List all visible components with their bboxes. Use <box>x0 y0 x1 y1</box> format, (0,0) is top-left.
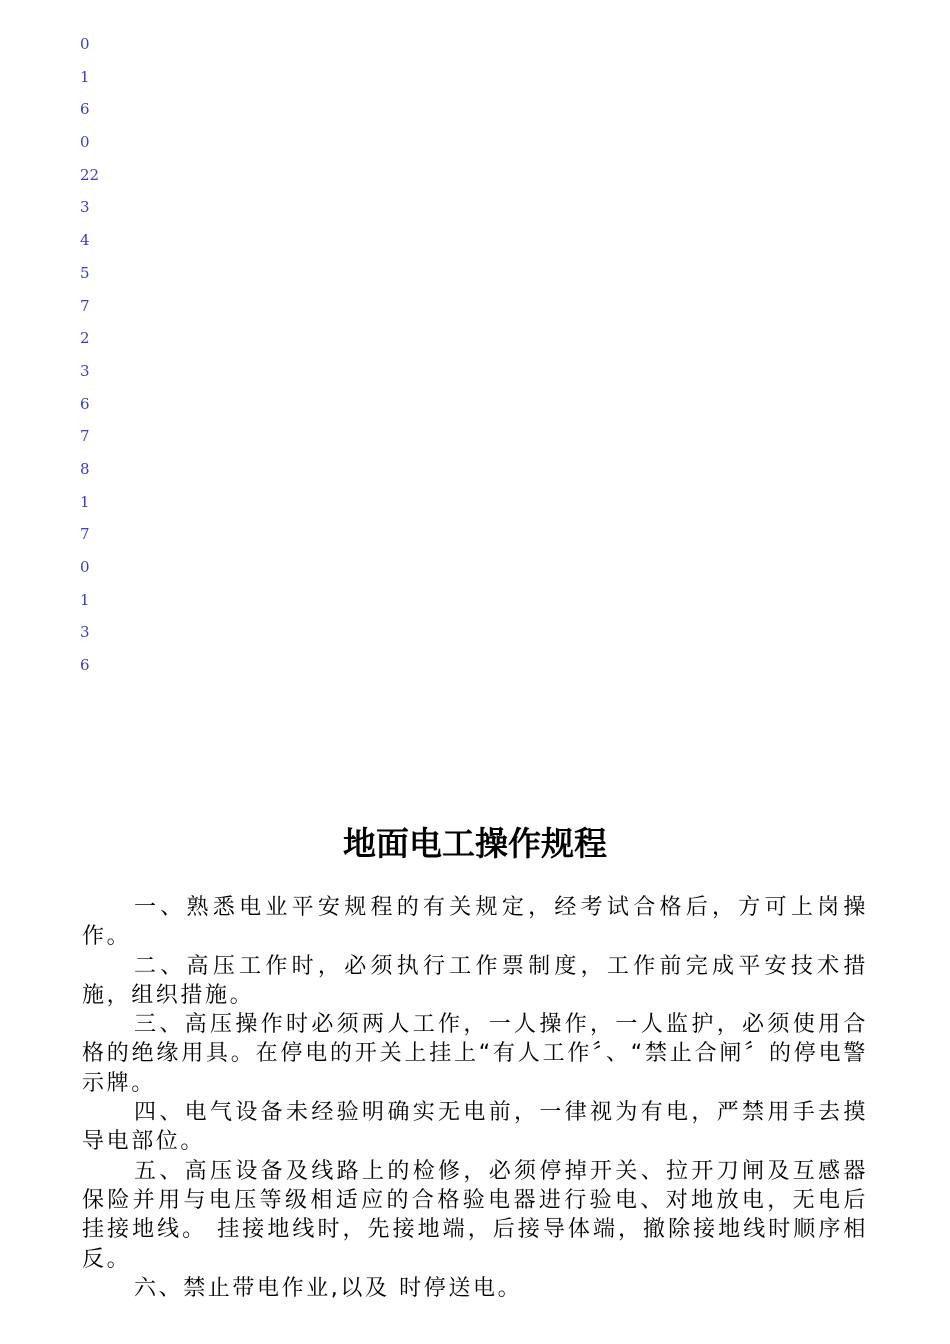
number-item: 3 <box>80 623 90 642</box>
document-body <box>82 893 868 1303</box>
paragraph-5: 五、高压设备及线路上的检修，必须停掉开关、拉开刀闸及互感器保险并用与电压等级相适应的合格验电器进行验电、对地放电，无电后挂接地线。 挂接地线时，先接地端，后接导体端，撤除接地线时顺序相反。 <box>82 1158 868 1272</box>
number-item: 7 <box>80 296 90 315</box>
number-item: 2 <box>80 329 90 348</box>
paragraph-6: 六、禁止带电作业,以及 时停送电。 <box>134 1275 523 1301</box>
number-item: 6 <box>80 100 90 119</box>
paragraph-2: 二、高压工作时，必须执行工作票制度，工作前完成平安技术措施，组织措施。 <box>82 953 868 1008</box>
number-item: 8 <box>80 459 90 478</box>
number-item: 0 <box>80 133 90 152</box>
number-item: 4 <box>80 231 90 250</box>
paragraph-1: 一、熟悉电业平安规程的有关规定，经考试合格后，方可上岗操作。 <box>82 895 868 950</box>
number-item: 7 <box>80 525 90 544</box>
number-item: 6 <box>80 656 90 675</box>
number-item: 1 <box>80 492 90 511</box>
paragraph-4: 四、电气设备未经验明确实无电前，一律视为有电，严禁用手去摸导电部位。 <box>82 1100 868 1155</box>
number-item: 1 <box>80 67 90 86</box>
number-item: 0 <box>80 558 90 576</box>
number-item: 3 <box>80 361 90 380</box>
number-item: 5 <box>80 263 90 282</box>
number-list <box>80 34 99 688</box>
number-item: 22 <box>80 165 100 184</box>
document-title: 地面电工操作规程 <box>343 824 607 863</box>
number-item: 6 <box>80 394 90 413</box>
number-item: 7 <box>80 427 90 446</box>
number-item: 0 <box>80 35 90 53</box>
paragraph-3: 三、高压操作时必须两人工作，一人操作，一人监护，必须使用合格的绝缘用具。在停电的开关上挂上“有人工作〞、“禁止合闸〞的停电警示牌。 <box>82 1012 868 1096</box>
number-item: 3 <box>80 198 90 217</box>
number-item: 1 <box>80 590 90 609</box>
